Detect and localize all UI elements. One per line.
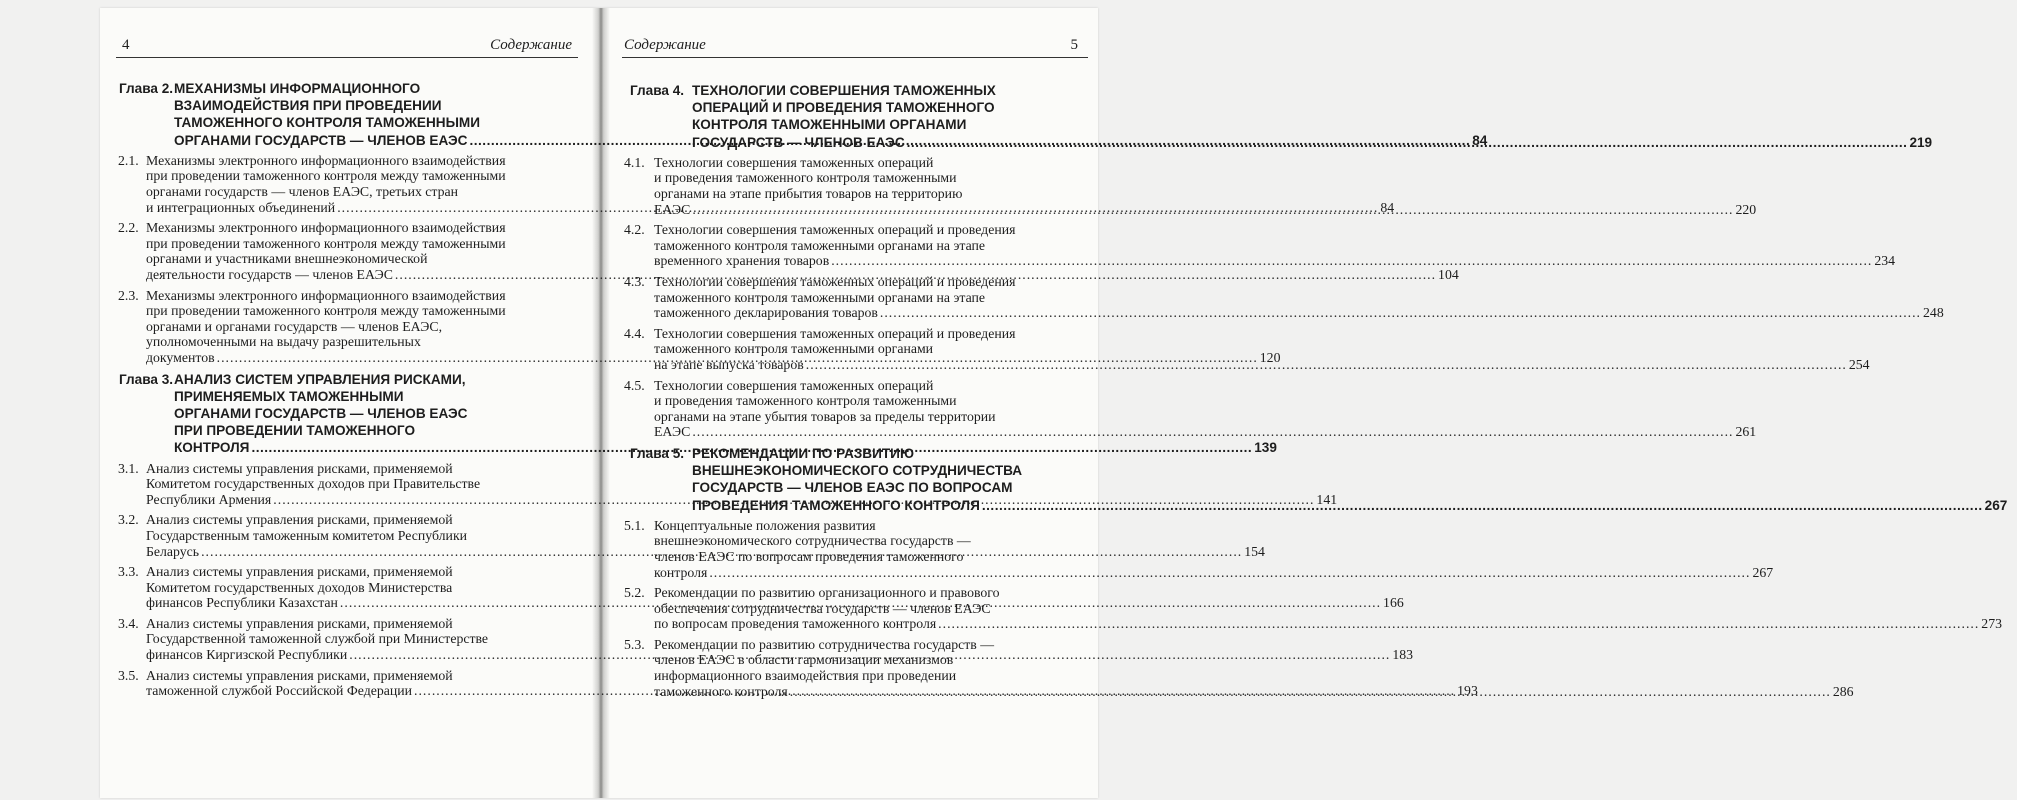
book-spread: [100, 8, 2008, 798]
section-title-line: органами на этапе прибытия товаров на территорию: [654, 186, 963, 201]
page-ref: 267: [1752, 564, 1774, 580]
section-number: 4.4.: [624, 325, 645, 341]
section-title-line: Рекомендации по развитию сотрудничества государств —: [654, 636, 995, 652]
section-title: [654, 222, 1905, 269]
section-title-line: Концептуальные положения развития: [654, 517, 876, 533]
section-title-line: Анализ системы управления рисками, применяемой: [146, 667, 453, 683]
page-ref: 84: [1472, 132, 1488, 148]
section-number: 2.3.: [118, 287, 139, 303]
section-title-line: Механизмы электронного информационного взаимодействия: [146, 220, 506, 236]
chapter-title-line: ПРИ ПРОВЕДЕНИИ ТАМОЖЕННОГО: [174, 423, 416, 439]
page-ref: 254: [1848, 356, 1870, 372]
chapter-title-line: ВЗАИМОДЕЙСТВИЯ ПРИ ПРОВЕДЕНИИ: [174, 98, 442, 114]
section-title-line: Государственной таможенной службой при Министерстве: [146, 631, 489, 647]
page-ref: 267: [1984, 497, 2008, 513]
chapter-title-line: ТАМОЖЕННОГО КОНТРОЛЯ ТАМОЖЕННЫМИ: [174, 115, 480, 131]
section-title-last-text: Республики Армения: [146, 491, 272, 507]
section-title-last-text: ЕАЭС: [654, 424, 691, 440]
section-title-last-text: на этапе выпуска товаров: [654, 356, 804, 372]
section-title: [654, 155, 1766, 217]
section-number: 3.1.: [118, 460, 139, 476]
chapter-title-line: РЕКОМЕНДАЦИИ ПО РАЗВИТИЮ: [692, 445, 914, 461]
chapter-title-line: АНАЛИЗ СИСТЕМ УПРАВЛЕНИЯ РИСКАМИ,: [174, 371, 466, 387]
page-ref: 220: [1735, 201, 1757, 217]
page-ref: 141: [1316, 491, 1338, 507]
chapter-title-line: ПРИМЕНЯЕМЫХ ТАМОЖЕННЫМИ: [174, 388, 404, 404]
page-ref: 154: [1244, 543, 1265, 559]
section-number: 3.2.: [118, 512, 139, 528]
section-number: 4.2.: [624, 222, 645, 238]
section-title-last-text: по вопросам проведения таможенного контроля: [654, 616, 937, 632]
section-title-line: и проведения таможенного контроля таможенными: [654, 170, 957, 186]
section-title-last-text: финансов Республики Казахстан: [146, 595, 338, 611]
chapter-title-last-line: [692, 134, 1932, 151]
section-title-line: и проведения таможенного контроля таможенными: [654, 393, 957, 409]
chapter-label: Глава 5.: [630, 445, 685, 461]
toc-entry[interactable]: [622, 377, 1757, 440]
chapter-title-line: ВНЕШНЕЭКОНОМИЧЕСКОГО СОТРУДНИЧЕСТВА: [692, 463, 1023, 479]
chapter-title: [692, 445, 2017, 514]
chapter-title-line: ОРГАНАМИ ГОСУДАРСТВ — ЧЛЕНОВ ЕАЭС: [174, 405, 468, 421]
section-title-line: Технологии совершения таможенных операций: [654, 377, 934, 393]
section-title-line: Государственным таможенным комитетом Республики: [146, 527, 468, 543]
page-ref: 193: [1457, 683, 1478, 699]
chapter-title-line: ГОСУДАРСТВ — ЧЛЕНОВ ЕАЭС ПО ВОПРОСАМ: [692, 480, 1013, 496]
running-header: [116, 37, 578, 58]
page-ref: 234: [1874, 253, 1896, 269]
leader-dots: [938, 616, 1979, 632]
section-title-line: таможенного контроля таможенными органами: [654, 341, 934, 357]
section-title-last-line: [654, 565, 1773, 581]
page-ref: 166: [1383, 595, 1404, 611]
section-title-last-text: Беларусь: [146, 543, 200, 559]
section-title-line: Технологии совершения таможенных операций: [654, 154, 934, 170]
section-title: [654, 637, 1864, 699]
chapter-title-last-text: ПРОВЕДЕНИЯ ТАМОЖЕННОГО КОНТРОЛЯ: [692, 497, 980, 513]
running-title: Содержание: [490, 37, 572, 53]
section-number: 5.3.: [624, 636, 645, 652]
section-title-line: при проведении таможенного контроля между таможенными: [146, 303, 506, 319]
chapter-title: [692, 82, 1942, 151]
section-number: 5.1.: [624, 517, 645, 533]
leader-dots: [806, 357, 1847, 373]
chapter-title-line: ОПЕРАЦИЙ И ПРОВЕДЕНИЯ ТАМОЖЕННОГО: [692, 100, 995, 116]
section-title-last-text: финансов Киргизской Республики: [146, 647, 348, 663]
section-title-line: Технологии совершения таможенных операций и проведения: [654, 222, 1016, 238]
section-title-line: Анализ системы управления рисками, применяемой: [146, 564, 453, 580]
page-ref: 273: [1981, 616, 2002, 632]
page-ref: 104: [1438, 266, 1459, 282]
section-title-last-text: ЕАЭС: [654, 201, 691, 217]
section-title-line: таможенного контроля таможенными органами на этапе: [654, 289, 986, 305]
section-title: [654, 378, 1766, 440]
section-number: 4.5.: [624, 377, 645, 393]
page-ref: 248: [1923, 305, 1944, 321]
page-ref: 183: [1392, 647, 1414, 663]
page-ref: 286: [1832, 683, 1854, 699]
section-title-last-line: [654, 684, 1854, 700]
section-title-line: Рекомендации по развитию организационного и правового: [654, 585, 1000, 601]
chapter-label: Глава 4.: [630, 83, 685, 98]
section-title: [654, 274, 1954, 321]
chapter-title-last-text: ГОСУДАРСТВ — ЧЛЕНОВ ЕАЭС: [692, 134, 905, 150]
section-title-line: Анализ системы управления рисками, применяемой: [146, 460, 453, 476]
section-title-last-line: [654, 424, 1756, 440]
section-title-line: Анализ системы управления рисками, применяемой: [146, 615, 453, 631]
section-title-line: при проведении таможенного контроля между таможенными: [146, 235, 506, 251]
section-number: 2.2.: [118, 220, 139, 236]
page-number: 5: [1070, 37, 1078, 53]
section-title-line: внешнеэкономического сотрудничества государств —: [654, 533, 971, 549]
section-title-last-line: [654, 357, 1870, 373]
section-title-last-text: и интеграционных объединений: [146, 199, 336, 215]
section-title-last-line: [654, 199, 1757, 218]
section-title-line: Комитетом государственных доходов при Правительстве: [146, 476, 481, 492]
page-ref: 261: [1735, 424, 1757, 440]
leader-dots: [907, 134, 1908, 151]
page-number: 4: [122, 37, 130, 53]
section-title-line: Анализ системы управления рисками, применяемой: [146, 512, 453, 528]
leader-dots: [709, 565, 1750, 581]
chapter-title-line: ТЕХНОЛОГИИ СОВЕРШЕНИЯ ТАМОЖЕННЫХ: [692, 83, 996, 98]
section-title-line: органами на этапе убытия товаров за пределы территории: [654, 408, 996, 424]
page-ref: 139: [1254, 440, 1277, 456]
section-title-line: таможенного контроля таможенными органами на этапе: [654, 237, 986, 253]
section-title-last-text: контроля: [654, 564, 708, 580]
section-number: 3.3.: [118, 564, 139, 580]
section-title-last-text: таможенного декларирования товаров: [654, 305, 878, 321]
chapter-label: Глава 3.: [119, 371, 174, 387]
leader-dots: [692, 199, 1733, 218]
toc-entry[interactable]: [622, 222, 1896, 269]
section-title-line: органами и органами государств — членов ЕАЭС,: [146, 318, 443, 334]
running-header: [622, 37, 1088, 58]
section-title-line: обеспечения сотрудничества государств — членов ЕАЭС: [654, 600, 991, 616]
section-title-line: Технологии совершения таможенных операций и проведения: [654, 325, 1016, 341]
leader-dots: [982, 497, 1983, 514]
chapter-title-last-text: ОРГАНАМИ ГОСУДАРСТВ — ЧЛЕНОВ ЕАЭС: [174, 132, 468, 148]
section-title-last-line: [654, 253, 1895, 269]
section-title-last-text: таможенного контроля: [654, 683, 788, 699]
leader-dots: [831, 253, 1872, 269]
leader-dots: [880, 305, 1921, 321]
section-title: [654, 326, 1880, 373]
section-title-last-text: документов: [146, 349, 215, 365]
section-title-last-text: таможенной службой Российской Федерации: [146, 683, 413, 699]
section-title-line: органами и участниками внешнеэкономической: [146, 251, 428, 267]
section-title-line: Технологии совершения таможенных операций и проведения: [654, 273, 1016, 289]
section-title-last-text: временного хранения товаров: [654, 253, 830, 269]
page-ref: 219: [1909, 134, 1933, 150]
chapter-title-line: КОНТРОЛЯ ТАМОЖЕННЫМИ ОРГАНАМИ: [692, 117, 967, 133]
section-title-line: членов ЕАЭС по вопросам проведения таможенного: [654, 548, 964, 564]
section-number: 2.1.: [118, 152, 139, 168]
section-number: 3.4.: [118, 615, 139, 631]
chapter-title-last-line: [692, 497, 2007, 514]
section-number: 5.2.: [624, 585, 645, 601]
chapter-label: Глава 2.: [119, 81, 174, 96]
page-ref: 120: [1259, 349, 1281, 365]
section-title-last-line: [654, 305, 1944, 321]
section-title-line: уполномоченными на выдачу разрешительных: [146, 334, 421, 350]
section-number: 3.5.: [118, 667, 139, 683]
section-number: 4.1.: [624, 154, 645, 170]
section-title: [654, 518, 1783, 580]
section-title-line: Механизмы электронного информационного взаимодействия: [146, 152, 506, 168]
section-title-line: Комитетом государственных доходов Министерства: [146, 579, 453, 595]
page-ref: 84: [1380, 199, 1395, 215]
section-title-last-line: [654, 616, 2002, 632]
section-title-last-text: деятельности государств — членов ЕАЭС: [146, 266, 393, 282]
leader-dots: [790, 684, 1831, 700]
section-title: [654, 585, 2012, 632]
section-title-line: Механизмы электронного информационного взаимодействия: [146, 287, 506, 303]
section-title-line: органами государств — членов ЕАЭС, третьих стран: [146, 184, 459, 199]
section-title-line: членов ЕАЭС в области гармонизации механизмов: [654, 652, 954, 668]
section-title-line: информационного взаимодействия при проведении: [654, 668, 957, 684]
running-title: Содержание: [624, 37, 706, 53]
section-number: 4.3.: [624, 273, 645, 289]
chapter-title-last-text: КОНТРОЛЯ: [174, 440, 250, 456]
chapter-title-line: МЕХАНИЗМЫ ИНФОРМАЦИОННОГО: [174, 81, 421, 96]
leader-dots: [692, 424, 1733, 440]
section-title-line: при проведении таможенного контроля между таможенными: [146, 168, 506, 184]
